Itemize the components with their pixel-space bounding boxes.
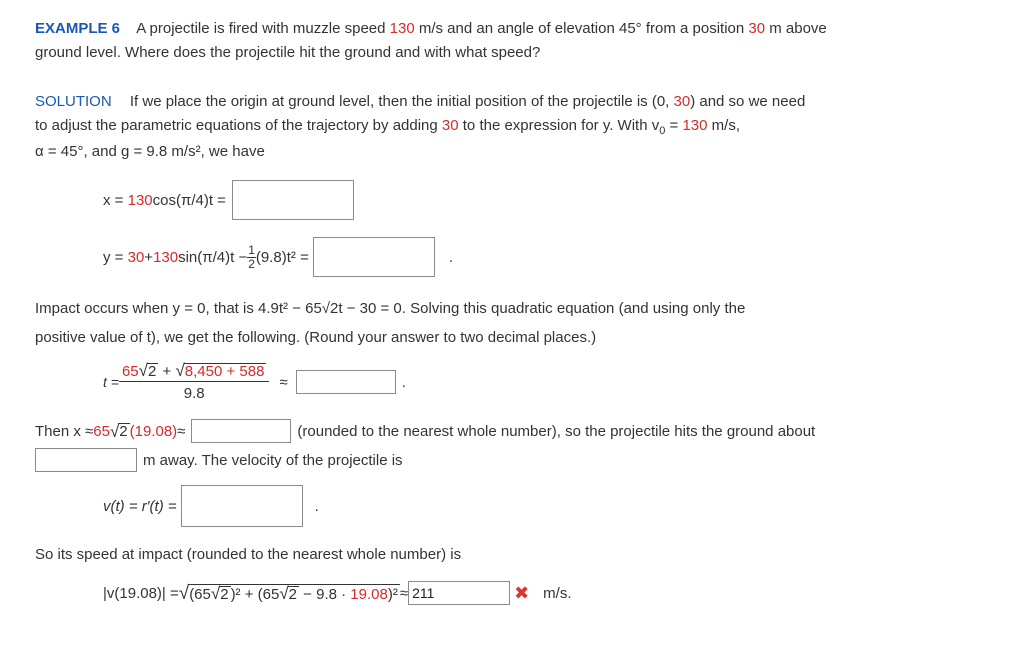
x-impact-line: Then x ≈ 65 √ 2 (19.08) ≈ (rounded to the nearest whole number), so the projectile hits the ground about [35,418,815,444]
distance-line: m away. The velocity of the projectile is [35,447,403,473]
speed-equation: |v(19.08)| = √ (65√2 )² + (65√2 − 9.8 · 19.08)² ≈ 211 ✖ m/s. [103,580,572,606]
problem-statement: EXAMPLE 6 A projectile is fired with muzzle speed 130 m/s and an angle of elevation 45° from a position 30 m above [35,20,827,37]
speed-answer-input[interactable] [408,581,510,605]
velocity-answer-input[interactable] [181,485,303,527]
velocity-equation: v(t) = r′(t) = . [103,485,319,527]
distance-answer-input[interactable] [35,448,137,472]
incorrect-x-icon: ✖ [514,582,530,603]
x-equation-answer-input[interactable] [232,180,354,220]
impact-line1: Impact occurs when y = 0, that is 4.9t² − 65√2t − 30 = 0. Solving this quadratic equation (and using only the [35,300,746,317]
x-impact-answer-input[interactable] [191,419,291,443]
problem-statement-line2: ground level. Where does the projectile hit the ground and with what speed? [35,44,541,61]
x-equation: x = 130 cos(π/4)t = [103,180,354,220]
y-equation-answer-input[interactable] [313,237,435,277]
solution-line1: SOLUTION If we place the origin at ground level, then the initial position of the projectile is (0, 30) and so we need [35,93,806,110]
example-label: EXAMPLE 6 [35,20,121,37]
solution-label: SOLUTION [35,93,112,110]
impact-line2: positive value of t), we get the following. (Round your answer to two decimal places.) [35,329,597,346]
solution-line2: to adjust the parametric equations of the trajectory by adding 30 to the expression for y. With $v_0 = 130$ m/s, [35,117,740,137]
t-equation: t = $\frac{65√2 + √8,450 + 588}{9.8}$ ≈ . [103,361,406,402]
t-answer-input[interactable] [296,370,396,394]
t-fraction: $\frac{65√2 + √8,450 + 588}{9.8}$ [119,362,270,402]
solution-line3: α = 45°, and g = 9.8 m/s², we have [35,143,265,160]
one-half-fraction: $\frac{1}{2}$ [248,242,255,271]
y-equation: y = 30 + 130 sin(π/4)t − $\frac{1}{2}$ (9.8)t² = . [103,237,453,277]
speed-intro: So its speed at impact (rounded to the nearest whole number) is [35,546,462,563]
